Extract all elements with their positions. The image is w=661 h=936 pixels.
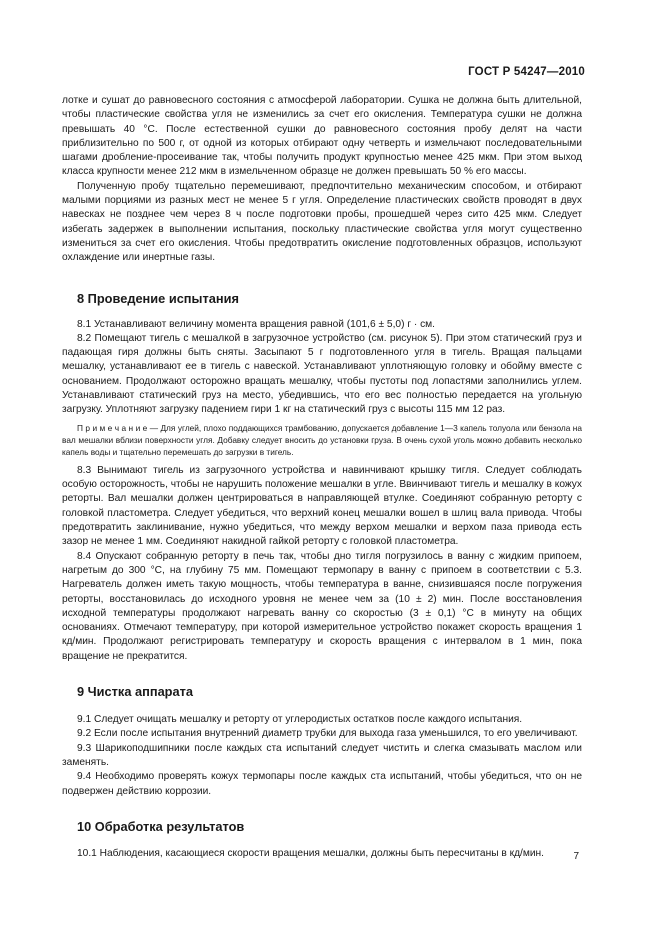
- clause-9-3: 9.3 Шарикоподшипники после каждых ста испытаний следует чистить и слегка смазывать маслом или заменять.: [62, 742, 582, 768]
- intro-paragraph: лотке и сушат до равновесного состояния с атмосферой лаборатории. Сушка не должна быть длительной, чтобы пластические свойства угля не изменились за счет его окисления. Температура сушки не должна превышать 40 °С. После естественной сушки до равновесного состояния пробу делят на части приблизительно по 500 г, от одной из которых отбирают одну четверть и измельчают последовательными шагами дробление-просеивание так, чтобы получить продукт крупностью менее 425 мкм. При этом выход класса крупности менее 212 мкм в измельченном образце не должен превышать 50 % его массы.: [62, 95, 582, 178]
- clause-8-4: 8.4 Опускают собранную реторту в печь так, чтобы дно тигля погрузилось в ванну с жидким припоем, нагретым до 300 °С, на глубину 75 мм. Помещают термопару в ванну с припоем в соответствии с 5.3. Нагреватель должен иметь такую мощность, чтобы температура в ванне, снизившаяся после погружения реторты, восстановилась до исходного уровня не менее чем за (10 ± 2) мин. После восстановления исходной температуры продолжают нагревать ванну со скоростью (3 ± 0,1) °С в минуту на общих основаниях. Отмечают температуру, при которой измерительное устройство покажет скорость вращения 1 кд/мин. Продолжают регистрировать температуру и скорость вращения с интервалом в 1 мин, пока вращение не прекратится.: [62, 550, 582, 662]
- clause-9-4: 9.4 Необходимо проверять кожух термопары после каждых ста испытаний, чтобы убедиться, что он не подвержен действию коррозии.: [62, 771, 582, 797]
- page-body: [62, 94, 582, 861]
- note: П р и м е ч а н и е — Для углей, плохо поддающихся трамбованию, допускается добавление 1—3 капель толуола или бензола на вал мешалки вблизи поверхности угля. Добавку следует вносить до установки груза. В очень сухой уголь можно добавить несколько капель воды и тщательно перемешать до загрузки в тигель.: [62, 422, 582, 458]
- clause-10-1: 10.1 Наблюдения, касающиеся скорости вращения мешалки, должны быть пересчитаны в кд/мин.: [77, 847, 544, 859]
- clause-9-2: 9.2 Если после испытания внутренний диаметр трубки для выхода газа уменьшился, то его увеличивают.: [77, 728, 578, 740]
- section-heading-9: 9 Чистка аппарата: [77, 684, 194, 700]
- standard-header: ГОСТ Р 54247—2010: [468, 66, 585, 78]
- clause-9-1: 9.1 Следует очищать мешалку и реторту от углеродистых остатков после каждого испытания.: [77, 714, 523, 726]
- section-heading-8: 8 Проведение испытания: [77, 290, 239, 306]
- clause-8-3: 8.3 Вынимают тигель из загрузочного устройства и навинчивают крышку тигля. Следует соблюдать особую осторожность, чтобы не нарушить положение мешалки в угле. Ввинчивают тигель и мешалку в кожух реторты. Вал мешалки должен центрироваться в направляющей втулке. Соединяют собранную реторту с головкой пластометра. Следует убедиться, что верхний конец мешалки вошел в шлиц вала привода. Чтобы предотвратить заклинивание, нужно убедиться, что между верхом мешалки и верхом паза привода есть зазор не менее 1 мм. Соединяют накидной гайкой реторту с головкой пластометра.: [62, 464, 582, 548]
- page-number: 7: [573, 851, 579, 862]
- intro-paragraph: Полученную пробу тщательно перемешивают, предпочтительно механическим способом, и отбирают малыми порциями из разных мест не менее 5 г угля. Определение пластических свойств проводят в двух навесках не позднее чем через 8 ч после подготовки пробы, прошедшей через сито 425 мкм. Следует избегать задержек в выполнении испытания, поскольку пластические свойства угля могут существенно измениться за счет его окисления. Чтобы предотвратить окисление подготовленных образцов, используют охлаждение или инертные газы.: [62, 180, 582, 264]
- clause-8-2: 8.2 Помещают тигель с мешалкой в загрузочное устройство (см. рисунок 5). При этом статический груз и падающая гиря должны быть сняты. Засыпают 5 г подготовленного угля в тигель. Вращая пальцами мешалку, устанавливают ее в тигель с навеской. Устанавливают уплотняющую головку и обойму вместе с основанием. Продолжают осторожно вращать мешалку, чтобы пустоты под лопастями заполнились углем. Устанавливают статический груз на место, убедившись, что его вес полностью передается на угольную загрузку. Уплотняют загрузку падением гири 1 кг на статический груз с высоты 115 мм 12 раз.: [62, 332, 582, 416]
- clause-8-1: 8.1 Устанавливают величину момента вращения равной (101,6 ± 5,0) г · см.: [77, 318, 436, 330]
- section-heading-10: 10 Обработка результатов: [77, 818, 245, 834]
